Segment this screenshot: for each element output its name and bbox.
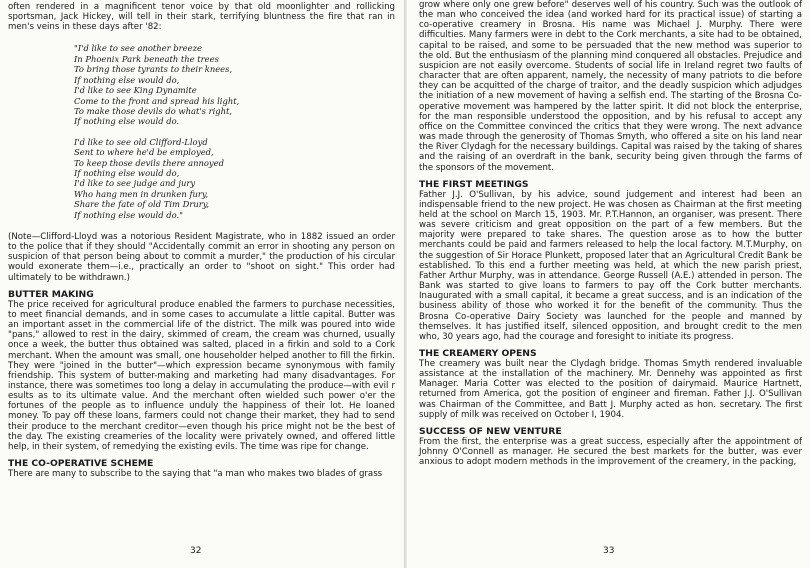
butter-making-paragraph: The price received for agricultural produce enabled the farmers to purchase necessities, to meet financial demands, and in some cases to accumulate a little capital. Butter was an important asset in the commercial life of the district. The milk was poured into wide "pans," allowed to rest in the dairy, skimmed of cream, the cream was churned, usually once a week, the butter thus obtained was salted, placed in a firkin and sold to a Cork merchant. When the amount was small, one householder helped another to fill the firkin. They were "joined in the butter"—which expression became synonymous with family friendship. This system of butter-making and marketing had many disadvantages. For instance, there was sometimes too long a delay in accumulating the produce—with evil r esults as to its ultimate value. And the merchant often wielded such power o'er the fortunes of the people as to influence unduly the happiness of their lot. He loaned money. To pay off these loans, farmers could not change their market, they had to send their produce to the merchant creditor—even though his price might not be the best of the day. The existing creameries of the locality were privately owned, and offered little help, in their system, of remedying the existing evils. The time was ripe for change.	[8, 299, 395, 452]
poem-line: To bring those tyrants to their knees,	[74, 64, 233, 75]
poem-line: If nothing else would do,	[74, 167, 180, 178]
success-heading: SUCCESS OF NEW VENTURE	[419, 425, 562, 437]
poem-line: If nothing else would do,	[74, 74, 180, 85]
poem-line: Sent to where he'd be employed,	[74, 147, 214, 158]
poem-line: In Phoenix Park beneath the trees	[74, 53, 219, 64]
poem-line: I'd like to see judge and jury	[74, 178, 196, 189]
poem-line: If nothing else would do."	[74, 209, 183, 220]
success-paragraph: From the first, the enterprise was a great success, especially after the appointment of Johnny O'Connell as manager. He secured the best markets for the butter, was ever anxious to adopt modern methods in the improvement of the creamery, in the packing,	[419, 436, 802, 468]
poem-stanza-2	[74, 137, 395, 220]
butter-making-heading: BUTTER MAKING	[8, 288, 94, 300]
creamery-opens-heading: THE CREAMERY OPENS	[419, 348, 537, 359]
right-page	[407, 0, 810, 568]
first-meetings-paragraph: Father J.J. O'Sullivan, by his advice, sound judgement and interest had been an indispensable friend to the new project. He was chosen as Chairman at the first meeting held at the school on March 15, 1903. Mr. P.T.Hannon, an organiser, was present. There was severe criticism and great opposition on the part of a few members. But the majority were prepared to take shares. The question arose as to how the butter merchants could be paid and farmers released to help the local factory. M.T.Murphy, on the suggestion of Sir Horace Plunkett, proposed later that an Agricultural Credit Bank be established. To this end a further meeting was held, at which the new parish priest, Father Arthur Murphy, was in attendance. George Russell (A.E.) attended in person. The Bank was started to give loans to farmers to pay off the Cork butter merchants. Inaugurated with a small capital, it became a great success, and is an indication of the business ability of those who worked it for the benefit of the community. Thus the Brosna Co-operative Dairy Society was launched for the people and manned by themselves. It has justified itself, silenced opposition, and brought credit to the men who, 30 years ago, had the courage and foresight to initiate its progress.	[419, 189, 802, 342]
first-meetings-heading: THE FIRST MEETINGS	[419, 178, 529, 190]
cooperative-scheme-heading: THE CO-OPERATIVE SCHEME	[8, 458, 154, 470]
cooperative-scheme-paragraph: There are many to subscribe to the saying that "a man who makes two blades of grass	[8, 469, 383, 480]
poem-line: "I'd like to see another breeze	[74, 43, 202, 54]
poem-line: I'd like to see old Clifford-Lloyd	[74, 136, 208, 147]
poem-line: To keep those devils there annoyed	[74, 157, 224, 168]
poem-line: Who hang men in drunken fury,	[74, 188, 209, 199]
poem-stanza-1	[74, 43, 395, 126]
intro-paragraph: often rendered in a magnificent tenor voice by that old moonlighter and rollicking sportsman, Jack Hickey, will tell in their stark, terrifying bluntness the fire that ran in men's veins in these days after '82:	[8, 2, 395, 33]
poem-line: Share the fate of old Tim Drury,	[74, 199, 210, 210]
page-number-left: 32	[190, 546, 202, 556]
clifford-lloyd-note: (Note—Clifford-Lloyd was a notorious Resident Magistrate, who in 1882 issued an order to the police that if they should "Accidentally commit an error in shooting any person on suspicion of that person being about to commit a murder," the production of his circular would exonerate them—i.e., practically an order to "shoot on sight." This order had ultimately to be withdrawn.)	[8, 231, 395, 283]
poem-line: Come to the front and spread his light,	[74, 95, 240, 106]
poem-line: To make those devils do what's right,	[74, 105, 233, 116]
poem-line: I'd like to see King Dynamite	[74, 85, 197, 96]
poem-line: If nothing else would do.	[74, 116, 180, 127]
page-number-right: 33	[603, 546, 615, 556]
creamery-opens-paragraph: The creamery was built near the Clydagh bridge. Thomas Smyth rendered invaluable assistance at the installation of the machinery. Mr. Dennehy was appointed as first Manager. Maria Cotter was elected to the position of dairymaid. Maurice Hartnett, returned from America, got the position of engineer and fireman. Father J.J. O'Sullivan was Chairman of the Committee, and Batt J. Murphy acted as hon. secretary. The first supply of milk was received on October I, 1904.	[419, 359, 802, 420]
continuation-paragraph: grow where only one grew before" deserves well of his country. Such was the outlook of the man who conceived the idea (and worked hard for its practical issue) of starting a co-operative creamery in Brosna. His name was Michael J. Murphy. There were difficulties. Many farmers were in debt to the Cork merchants, a site had to be obtained, capital to be raised, and some to be persuaded that the new method was superior to the old. But the enthusiasm of the planning mind conquered all obstacles. Prejudice and suspicion are not easily overcome. Students of social life in Ireland regret two faults of character that are often apparent, namely, the necessity of many patriots to die before they can be acquitted of the charge of traitor, and the deadly suspicion which adjudges the initiation of a new movement of having a selfish end. The starting of the Brosna Co-operative movement was hampered by the latter spirit. It did not block the enterprise, for the man responsible understood the opposition, and by his refusal to accept any office on the Committee convinced the critics that they were wrong. The next advance was made through the generosity of Thomas Smyth, who offered a site on his land near the River Clydagh for the necessary buildings. Capital was raised by the taking of shares and the raising of an overdraft in the bank, security being given through the farms of the sponsors of the movement.	[419, 0, 802, 173]
poem	[74, 43, 395, 220]
